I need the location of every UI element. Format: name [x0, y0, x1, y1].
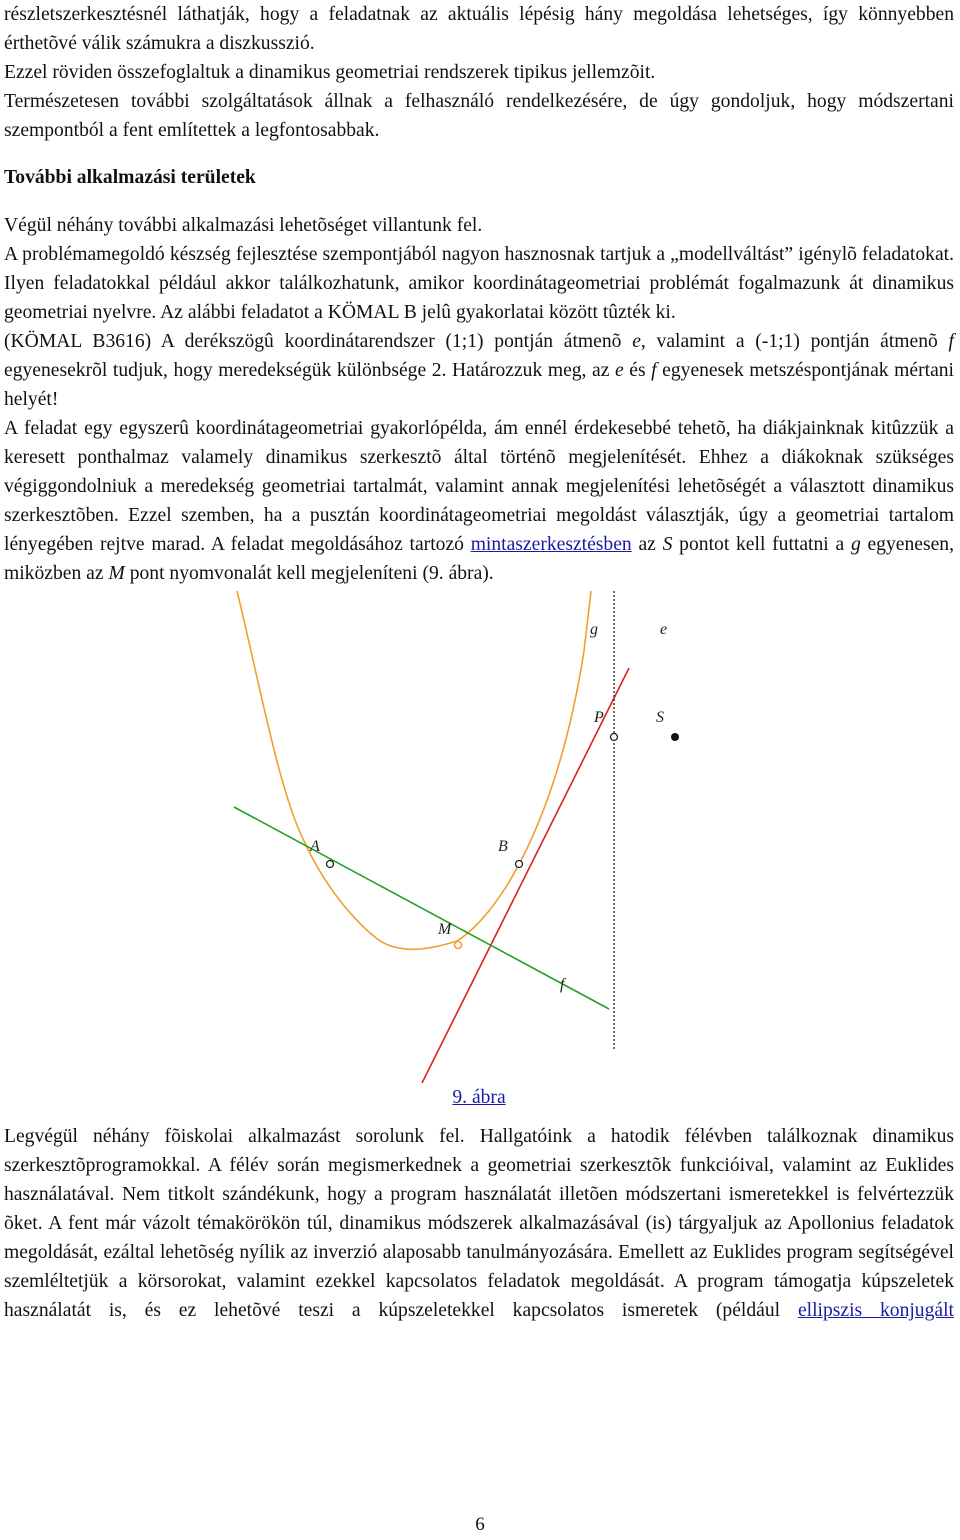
label-m: M [438, 921, 452, 938]
label-s: S [656, 709, 664, 726]
page-number: 6 [475, 1514, 485, 1535]
text-run: egyenesen, miközben az [4, 534, 954, 584]
point-m-marker [455, 942, 462, 949]
figure-9 [4, 591, 954, 1083]
line-f-ref: f [948, 331, 954, 352]
text-run: egyenesek metszéspontjának mértani helyét! [4, 360, 955, 410]
line-f-ref: f [651, 360, 657, 381]
text-run: pont nyomvonalát kell megjeleníteni (9. ábra). [124, 563, 494, 584]
discussion-paragraph [4, 414, 954, 588]
point-a-marker [327, 861, 334, 868]
text-run: és [623, 360, 652, 381]
figure-caption[interactable] [4, 1083, 954, 1112]
ellipszis-konjugalt-link[interactable]: ellipszis konjugált [797, 1300, 954, 1321]
section-heading: További alkalmazási területek [4, 167, 256, 188]
text-run: A feladat egy egyszerû koordinátageometriai gyakorlópélda, ám ennél érdekesebbé tehetõ, ha diákjainknak kitûzzük a keresett ponthalmaz valamely dinamikus szerkesztõ által történõ megjelenítését. Ehhez a diákoknak szükséges végiggondolniuk a meredekség geometriai tartalmát, valamint annak megjelenítési lehetõségét a választott dinamikus szerkesztõben. Ezzel szemben, ha a pusztán koordinátageometriai megoldást választják, úgy a geometriai tartalom lényegében rejtve marad. A feladat megoldásához tartozó [4, 418, 954, 555]
mintaszerkesztes-link[interactable]: mintaszerkesztésben [470, 534, 632, 555]
line-f-green [234, 807, 609, 1009]
point-m-ref: M [108, 563, 125, 584]
section-paragraph-1: Végül néhány további alkalmazási lehetõséget villantunk fel. [4, 215, 483, 236]
intro-paragraph-3: Természetesen további szolgáltatások állnak a felhasználó rendelkezésére, de úgy gondoljuk, hogy módszertani szempontból a fent említettek a legfontosabbak. [4, 91, 954, 141]
document-page [4, 0, 954, 1325]
label-e: e [660, 621, 668, 638]
label-p: P [594, 709, 604, 726]
point-s-marker[interactable] [671, 733, 679, 741]
geometry-figure-svg [4, 591, 954, 1083]
intro-paragraph-1: részletszerkesztésnél láthatják, hogy a feladatnak az aktuális lépésig hány megoldása lehetséges, így könnyebben érthetõvé válik számukra a diszkusszió. [4, 4, 954, 54]
label-a: A [310, 838, 320, 855]
figure-caption-link[interactable]: 9. ábra [452, 1087, 506, 1108]
komal-problem-paragraph [4, 327, 954, 414]
intro-paragraph-2: Ezzel röviden összefoglaltuk a dinamikus geometriai rendszerek tipikus jellemzõit. [4, 62, 656, 83]
line-g-ref: g [850, 534, 861, 555]
section-paragraph-2: A problémamegoldó készség fejlesztése szempontjából nagyon hasznosnak tartjuk a „modellváltást” igénylõ feladatokat. Ilyen feladatokkal például akkor találkozhatunk, amikor koordinátageometriai problémát fogalmazunk át dinamikus geometriai nyelvre. Az alábbi feladatot a KÖMAL B jelû gyakorlatai között tûzték ki. [4, 244, 954, 323]
line-e-ref: e [632, 331, 641, 352]
point-b-marker [516, 861, 523, 868]
text-run: az [631, 534, 663, 555]
text-run: Legvégül néhány fõiskolai alkalmazást sorolunk fel. Hallgatóink a hatodik félévben találkoznak dinamikus szerkesztõprogramokkal. A félév során megismerkednek a geometriai szerkesztõk funkcióival, valamint az Euklides használatával. Nem titkolt szándékunk, hogy a program használatát illetõen módszertani ismeretekkel is felvértezzük õket. A fent már vázolt témakörökön túl, dinamikus módszerek alkalmazásával (is) tárgyaljuk az Apollonius feladatok megoldását, ezáltal lehetõség nyílik az inverzió alaposabb tanulmányozására. Emellett az Euklides program segítségével szemléltetjük a körsorokat, valamint ezekkel kapcsolatos feladatok megoldását. A program támogatja kúpszeletek használatát is, és ez lehetõvé teszi a kúpszeletekkel kapcsolatos ismeretek (például [4, 1126, 954, 1321]
label-g: g [590, 621, 598, 638]
text-run: pontot kell futtatni a [672, 534, 851, 555]
text-run: , valamint a (-1;1) pontján átmenõ [640, 331, 949, 352]
line-e-red [422, 668, 629, 1083]
label-f: f [560, 976, 565, 993]
text-run: egyenesekrõl tudjuk, hogy meredekségük különbsége 2. Határozzuk meg, az [4, 360, 615, 381]
point-s-ref: S [662, 534, 673, 555]
line-e-ref: e [614, 360, 624, 381]
locus-parabola [237, 591, 591, 949]
closing-paragraph [4, 1122, 954, 1325]
point-p-marker [611, 734, 618, 741]
label-b: B [498, 838, 508, 855]
text-run: (KÖMAL B3616) A derékszögû koordinátarendszer (1;1) pontján átmenõ [4, 331, 633, 352]
